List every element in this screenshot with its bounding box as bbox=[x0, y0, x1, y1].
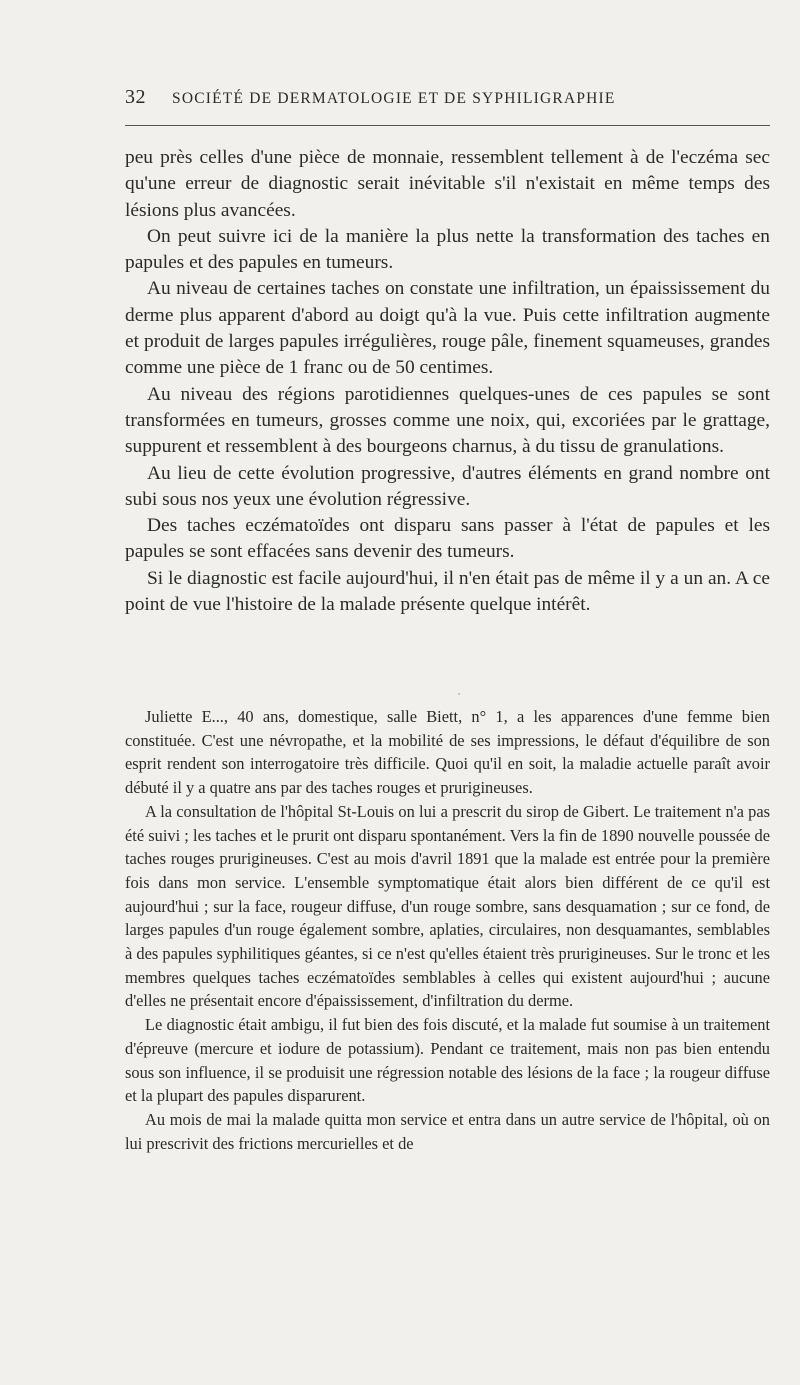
case-observation bbox=[125, 705, 770, 1155]
paragraph: On peut suivre ici de la manière la plus nette la transformation des taches en papules et des papules en tumeurs. bbox=[125, 225, 770, 274]
main-text bbox=[125, 145, 770, 618]
paragraph: Des taches eczématoïdes ont disparu sans passer à l'état de papules et les papules se sont effacées sans devenir des tumeurs. bbox=[125, 515, 770, 563]
paragraph: Au niveau des régions parotidiennes quelques-unes de ces papules se sont transformées en tumeurs, grosses comme une noix, qui, excoriées par le grattage, suppurent et ressemblent à des bourgeons charnus, à du tissu de granulations. bbox=[125, 383, 770, 458]
paragraph: Si le diagnostic est facile aujourd'hui, il n'en était pas de même il y a un an. A ce point de vue l'histoire de la malade présente quelque intérêt. bbox=[125, 567, 770, 616]
paragraph: Au niveau de certaines taches on constate une infiltration, un épaississement du derme plus apparent d'abord au doigt qu'à la vue. Puis cette infiltration augmente et produit de larges papules irrégulières, rouge pâle, finement squameuses, grandes comme une pièce de 1 franc ou de 50 centimes. bbox=[125, 278, 770, 379]
running-head bbox=[125, 86, 770, 109]
journal-title: SOCIÉTÉ DE DERMATOLOGIE ET DE SYPHILIGRAPHIE bbox=[172, 90, 616, 107]
page-number: 32 bbox=[125, 86, 146, 108]
observation-paragraph: Le diagnostic était ambigu, il fut bien des fois discuté, et la malade fut soumise à un traitement d'épreuve (mercure et iodure de potassium). Pendant ce traitement, mais non pas bien entendu sous son influence, il se produisit une régression notable des lésions de la face ; la rougeur diffuse et la plupart des papules disparurent. bbox=[125, 1015, 770, 1106]
paragraph: peu près celles d'une pièce de monnaie, ressemblent tellement à de l'eczéma sec qu'une erreur de diagnostic serait inévitable s'il n'existait en même temps des lésions plus avancées. bbox=[125, 147, 770, 221]
observation-paragraph: A la consultation de l'hôpital St-Louis on lui a prescrit du sirop de Gibert. Le traitement n'a pas été suivi ; les taches et le prurit ont disparu spontanément. Vers la fin de 1890 nouvelle poussée de taches rouges prurigineuses. C'est au mois d'avril 1891 que la malade est entrée pour la première fois dans mon service. L'ensemble symptomatique était alors bien différent de ce qu'il est aujourd'hui ; sur la face, rougeur diffuse, d'un rouge sombre, sans desquamation ; sur ce fond, de larges papules d'un rouge également sombre, aplaties, circulaires, non desquamantes, semblables à des papules syphilitiques géantes, si ce n'est qu'elles étaient très prurigineuses. Sur le tronc et les membres quelques taches eczématoïdes semblables à celles qui existent aujourd'hui ; aucune d'elles ne présentait encore d'épaississement, d'infiltration du derme. bbox=[125, 801, 770, 1011]
header-rule bbox=[125, 125, 770, 126]
observation-paragraph: Au mois de mai la malade quitta mon service et entra dans un autre service de l'hôpital, où on lui prescrivit des frictions mercurielles et de bbox=[125, 1109, 770, 1153]
paper-speck bbox=[458, 693, 460, 695]
paragraph: Au lieu de cette évolution progressive, d'autres éléments en grand nombre ont subi sous nos yeux une évolution régressive. bbox=[125, 462, 770, 510]
observation-paragraph: Juliette E..., 40 ans, domestique, salle Biett, n° 1, a les apparences d'une femme bien constituée. C'est une névropathe, et la mobilité de ses impressions, le défaut d'équilibre de son esprit rendent son interrogatoire très difficile. Quoi qu'il en soit, la maladie actuelle paraît avoir débuté il y a quatre ans par des taches rouges et prurigineuses. bbox=[125, 707, 770, 798]
